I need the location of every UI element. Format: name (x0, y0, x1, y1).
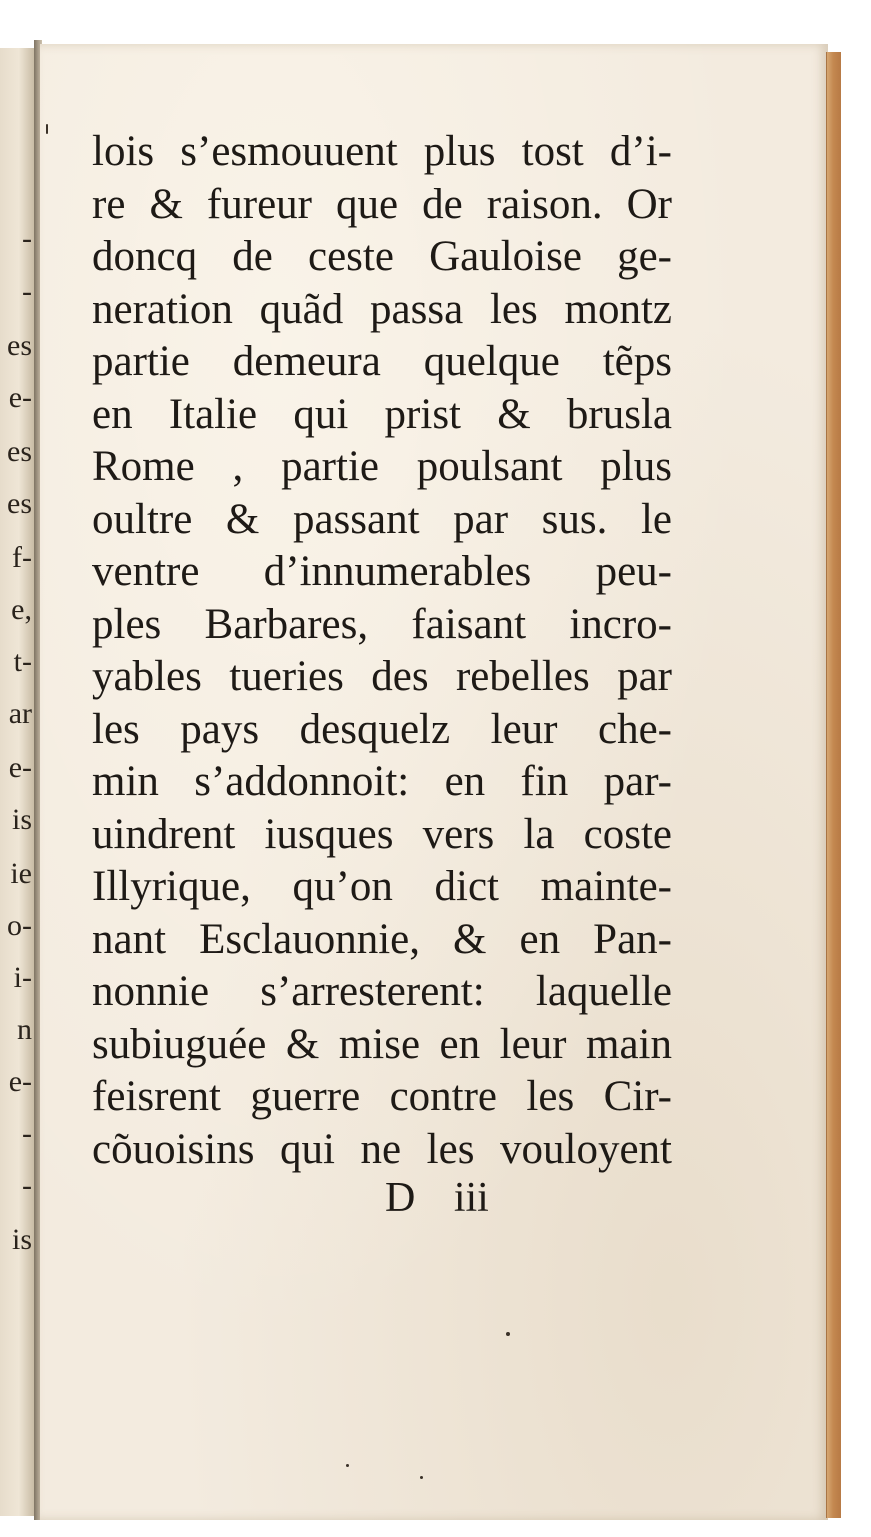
paper-speck (46, 124, 48, 134)
text-line: neration quãd passa les montz (92, 285, 672, 333)
paper-speck (420, 1476, 423, 1479)
facing-fragment: is (11, 1223, 32, 1256)
facing-fragment: - (22, 1117, 32, 1150)
facing-fragment: ie (10, 857, 32, 890)
facing-page-fragments (0, 48, 34, 1516)
facing-fragment: e- (8, 751, 32, 784)
text-line: doncq de ceste Gauloise ge- (92, 233, 672, 280)
facing-fragment: ar (8, 697, 32, 730)
text-line: Rome , partie poulsant plus (92, 443, 672, 490)
recto-page (40, 44, 828, 1520)
facing-fragment: es (7, 329, 32, 362)
facing-fragment (2, 163, 32, 215)
text-line: nant Esclauonnie, & en Pan- (92, 915, 672, 963)
facing-fragment: i- (13, 961, 32, 994)
facing-fragment: is (11, 803, 32, 836)
text-line: feisrent guerre contre les Cir- (92, 1073, 672, 1120)
text-line: en Italie qui prist & brusla (92, 390, 672, 438)
facing-fragment: e- (8, 381, 32, 414)
paper-speck (346, 1464, 349, 1467)
page-fore-edge (826, 52, 841, 1518)
signature-mark: D iii (385, 1175, 489, 1221)
text-line: partie demeura quelque tẽps (92, 338, 672, 385)
text-line: re & fureur que de raison. Or (92, 180, 672, 228)
text-line: Illyrique, qu’on dict mainte- (92, 863, 672, 910)
text-line: lois s’esmouuent plus tost d’i- (92, 128, 672, 175)
text-line: yables tueries des rebelles par (92, 653, 672, 700)
text-line: ventre d’innumerables peu- (92, 548, 672, 595)
text-line: oultre & passant par sus. le (92, 495, 672, 543)
paper-speck (506, 1332, 510, 1336)
facing-fragment: - (22, 275, 32, 308)
facing-fragment: es (7, 487, 32, 520)
text-line: les pays desquelz leur che- (92, 705, 672, 753)
facing-fragment (2, 108, 32, 160)
text-line: cõuoisins qui ne les vouloyent (92, 1125, 672, 1173)
facing-fragment: - (22, 1169, 32, 1202)
text-line: ples Barbares, faisant incro- (92, 600, 672, 648)
facing-fragment: - (22, 222, 32, 255)
facing-fragment: n (17, 1013, 32, 1046)
text-line: subiuguée & mise en leur main (92, 1020, 672, 1068)
facing-page-edge (0, 48, 36, 1516)
facing-fragment: t- (13, 645, 32, 678)
body-text (92, 126, 672, 1176)
facing-fragment: e, (11, 593, 32, 626)
text-line: nonnie s’arresterent: laquelle (92, 968, 672, 1015)
facing-fragment: e- (8, 1065, 32, 1098)
text-line: uindrent iusques vers la coste (92, 810, 672, 858)
facing-fragment: o- (7, 909, 32, 942)
facing-fragment: f- (12, 541, 32, 574)
text-line: min s’addonnoit: en fin par- (92, 758, 672, 805)
facing-fragment: es (7, 435, 32, 468)
